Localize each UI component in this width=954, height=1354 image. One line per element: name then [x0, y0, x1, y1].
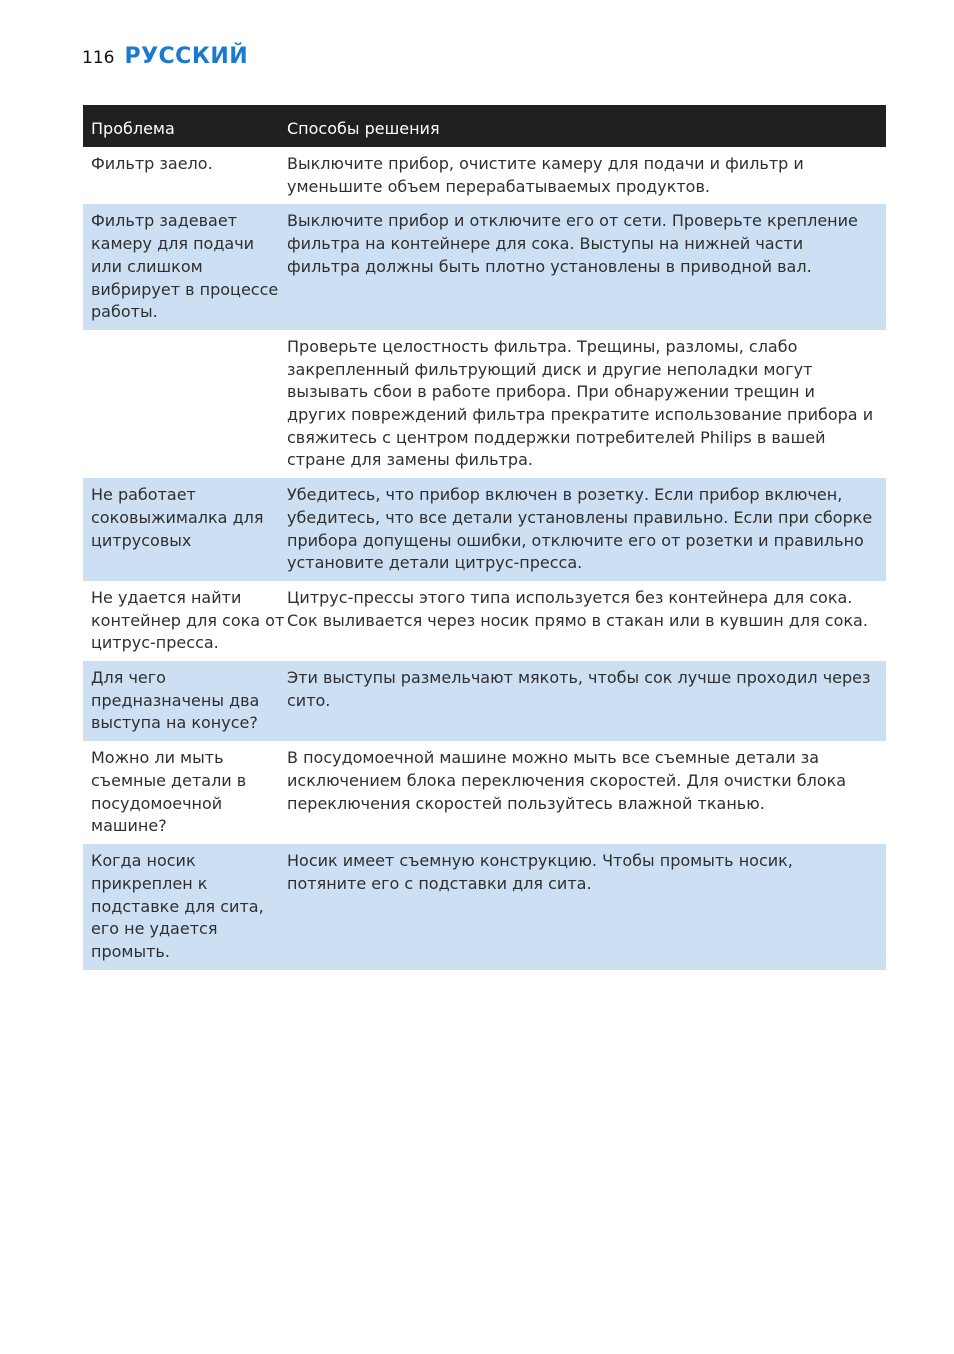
problem-cell: Не удается найти контейнер для сока от цитрус-пресса.	[91, 587, 285, 653]
solution-cell: Убедитесь, что прибор включен в розетку. Если прибор включен, убедитесь, что все детали установлены правильно. Если при сборке прибора допущены ошибки, отключите его от розетки и правильно установите детали цитрус-пресса.	[287, 485, 873, 573]
table-row	[83, 661, 886, 741]
table-row	[83, 204, 886, 330]
column-header-problem: Проблема	[91, 119, 175, 138]
language-section-title: РУССКИЙ	[124, 44, 249, 69]
solution-cell: Проверьте целостность фильтра. Трещины, разломы, слабо закрепленный фильтрующий диск и другие неполадки могут вызывать сбои в работе прибора. При обнаружении трещин и других повреждений фильтра прекратите использование прибора и свяжитесь с центром поддержки потребителей Philips в вашей стране для замены фильтра.	[287, 336, 874, 470]
table-row	[83, 147, 886, 204]
page-header	[82, 44, 248, 69]
problem-cell: Не работает соковыжималка для цитрусовых	[91, 485, 264, 550]
solution-cell: Выключите прибор и отключите его от сети. Проверьте крепление фильтра на контейнере для сока. Выступы на нижней части фильтра должны быть плотно установлены в приводной вал.	[287, 211, 858, 276]
problem-cell: Можно ли мыть съемные детали в посудомоечной машине?	[91, 748, 247, 836]
solution-cell: Выключите прибор, очистите камеру для подачи и фильтр и уменьшите объем перерабатываемых продуктов.	[287, 154, 804, 196]
table-row	[83, 330, 886, 478]
problem-cell: Фильтр задевает камеру для подачи или слишком вибрирует в процессе работы.	[91, 211, 279, 322]
table-header-row	[83, 105, 886, 147]
solution-cell: Эти выступы размельчают мякоть, чтобы сок лучше проходил через сито.	[287, 668, 871, 710]
table-row	[83, 581, 886, 661]
solution-cell: Цитрус-прессы этого типа используется без контейнера для сока. Сок выливается через носик прямо в стакан или в кувшин для сока.	[287, 587, 868, 630]
table-row	[83, 844, 886, 970]
problem-cell	[83, 336, 287, 472]
problem-cell: Для чего предназначены два выступа на конусе?	[91, 668, 260, 733]
table-row	[83, 478, 886, 581]
solution-cell: В посудомоечной машине можно мыть все съемные детали за исключением блока переключения скоростей. Для очистки блока переключения скоростей пользуйтесь влажной тканью.	[287, 748, 847, 813]
page-number: 116	[82, 48, 115, 68]
column-header-solution: Способы решения	[287, 119, 440, 138]
table-row	[83, 741, 886, 844]
solution-cell: Носик имеет съемную конструкцию. Чтобы промыть носик, потяните его с подставки для сита.	[287, 851, 793, 893]
troubleshooting-table	[83, 105, 886, 970]
problem-cell: Когда носик прикреплен к подставке для сита, его не удается промыть.	[91, 851, 264, 961]
problem-cell: Фильтр заело.	[91, 154, 213, 173]
